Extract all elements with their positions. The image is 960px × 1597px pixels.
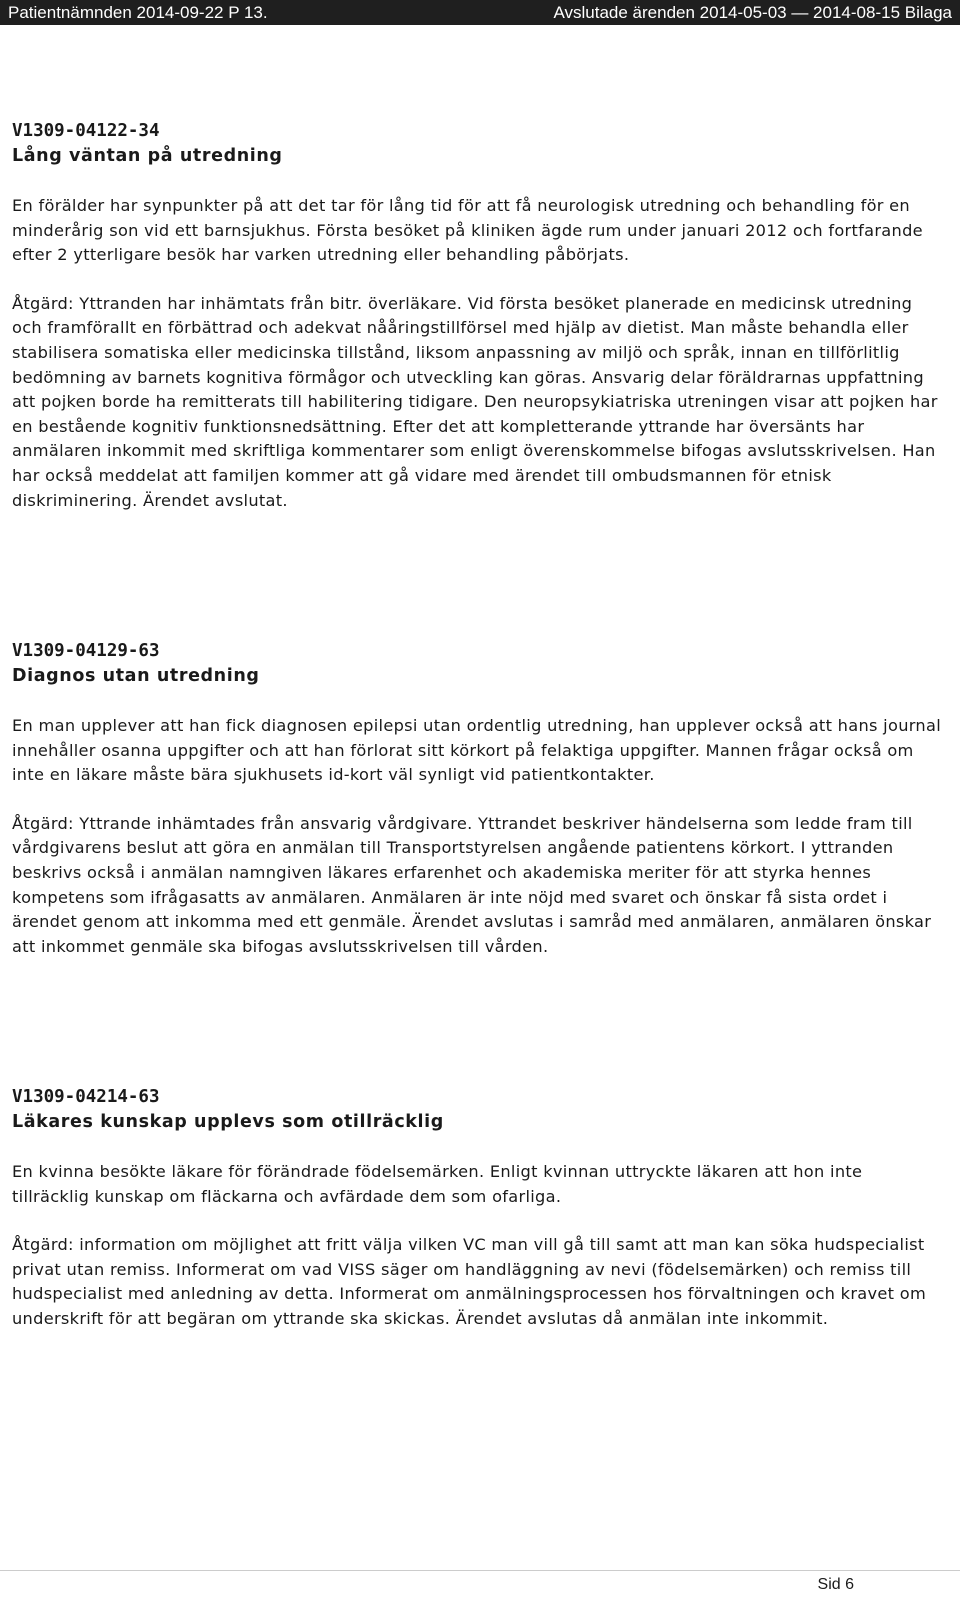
case-description: En förälder har synpunkter på att det tar för lång tid för att få neurologisk utredning och behandling för en minderårig son vid ett barnsjukhus. Första besöket på kliniken ägde rum under januari 2012 och fortfarande efter 2 ytterligare besök har varken utredning eller behandling påbörjats. xyxy=(12,196,923,265)
header-left-text: Patientnämnden 2014-09-22 P 13. xyxy=(8,3,268,22)
case-action: Åtgärd: Yttranden har inhämtats från bitr. överläkare. Vid första besöket planerade en medicinsk utredning och framförallt en förbättrad och adekvat nååringstillförsel med hjälp av dietist. Man måste behandla eller stabilisera somatiska eller medicinska tillstånd, liksom anpassning av miljö och språk, innan en tillförlitlig bedömning av barnets kognitiva förmågor och utveckling kan göras. Ansvarig delar föräldrarnas uppfattning att pojken borde ha remitterats till habilitering tidigare. Den neuropsykiatriska utreningen visar att pojken har en bestående kognitiv funktionsnedsättning. Efter det att kompletterande yttrande har översänts har anmälaren inkommit med skriftliga kommentarer som enligt överenskommelse bifogas avslutsskrivelsen. Han har också meddelat att familjen kommer att gå vidare med ärendet till ombudsmannen för etnisk diskriminering. Ärendet avslutat. xyxy=(12,293,938,510)
case-title: Lång väntan på utredning xyxy=(12,146,283,166)
header-right-text: Avslutade ärenden 2014-05-03 — 2014-08-15 Bilaga xyxy=(553,3,952,22)
page-header xyxy=(0,0,960,25)
case-id: V1309-04122-34 xyxy=(12,121,160,141)
case-description: En kvinna besökte läkare för förändrade födelsemärken. Enligt kvinnan uttryckte läkaren att hon inte tillräcklig kunskap om fläckarna och avfärdade dem som ofarliga. xyxy=(12,1162,863,1206)
page-number: Sid 6 xyxy=(817,1576,854,1593)
case-entry xyxy=(12,1085,942,1332)
case-id: V1309-04214-63 xyxy=(12,1087,160,1107)
case-title: Läkares kunskap upplevs som otillräcklig xyxy=(12,1112,444,1132)
case-description: En man upplever att han fick diagnosen epilepsi utan ordentlig utredning, han upplever också att hans journal innehåller osanna uppgifter och att han förlorat sitt körkort på felaktiga uppgifter. Mannen frågar också om inte en läkare måste bära sjukhusets id-kort väl synligt vid patientkontakter. xyxy=(12,716,941,785)
footer-divider xyxy=(0,1570,960,1571)
case-action: Åtgärd: information om möjlighet att fritt välja vilken VC man vill gå till samt att man kan söka hudspecialist privat utan remiss. Informerat om vad VISS säger om handläggning av nevi (födelsemärken) och remiss till hudspecialist med anledning av detta. Informerat om anmälningsprocessen hos förvaltningen och kravet om underskrift för att begäran om yttrande ska skickas. Ärendet avslutas då anmälan inte inkommit. xyxy=(12,1235,927,1328)
case-entry xyxy=(12,639,942,959)
case-title: Diagnos utan utredning xyxy=(12,666,260,686)
case-action: Åtgärd: Yttrande inhämtades från ansvarig vårdgivare. Yttrandet beskriver händelserna som ledde fram till vårdgivarens beslut att göra en anmälan till Transportstyrelsen angående patientens körkort. I yttranden beskrivs också i anmälan namngiven läkares erfarenhet och akademiska meriter för att styrka hennes kompetens som ifrågasatts av anmälaren. Anmälaren är inte nöjd med svaret och önskar få sista ordet i ärendet genom att inkomma med ett genmäle. Ärendet avslutas i samråd med anmälaren, anmälaren önskar att inkommet genmäle ska bifogas avslutsskrivelsen till vården. xyxy=(12,813,932,956)
case-entry xyxy=(12,119,942,513)
case-id: V1309-04129-63 xyxy=(12,641,160,661)
